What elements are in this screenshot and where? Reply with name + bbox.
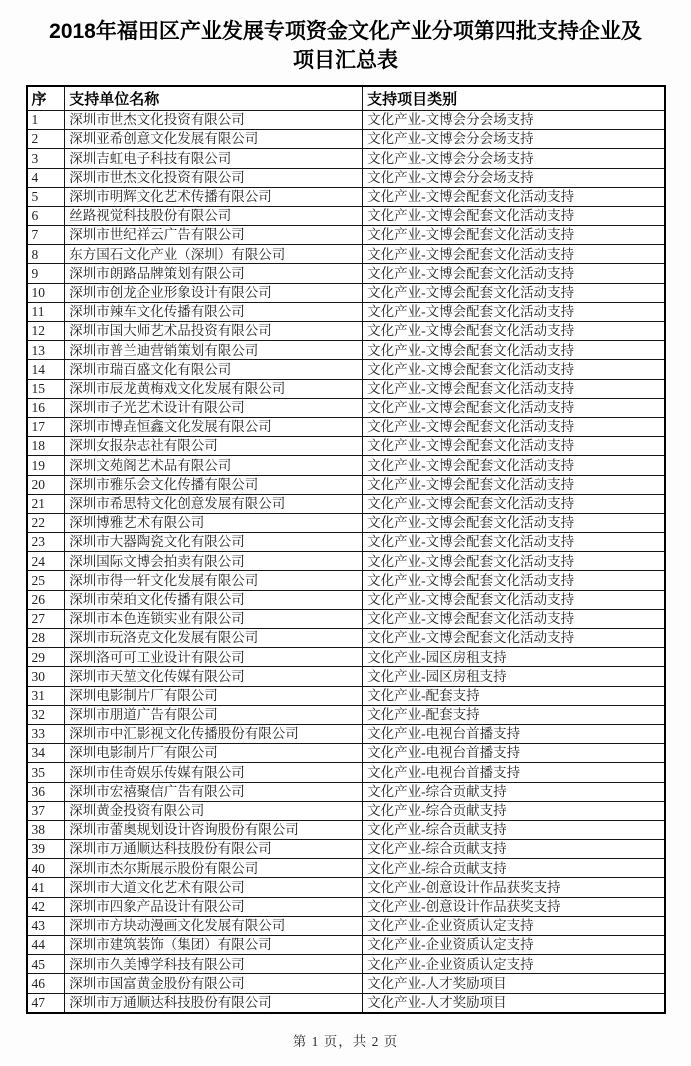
cell-company: 深圳黄金投资有限公司 xyxy=(65,801,363,820)
cell-category: 文化产业-电视台首播支持 xyxy=(363,744,665,763)
table-row xyxy=(27,302,665,321)
table-row xyxy=(27,629,665,648)
cell-index: 8 xyxy=(27,245,65,264)
cell-company: 深圳市国大师艺术品投资有限公司 xyxy=(65,322,363,341)
cell-company: 深圳市世纪祥云广告有限公司 xyxy=(65,226,363,245)
cell-category: 文化产业-创意设计作品获奖支持 xyxy=(363,897,665,916)
cell-category: 文化产业-文博会配套文化活动支持 xyxy=(363,245,665,264)
col-header-index: 序 xyxy=(27,86,65,111)
cell-category: 文化产业-文博会配套文化活动支持 xyxy=(363,571,665,590)
cell-company: 深圳国际文博会拍卖有限公司 xyxy=(65,552,363,571)
cell-category: 文化产业-文博会配套文化活动支持 xyxy=(363,533,665,552)
cell-category: 文化产业-综合贡献支持 xyxy=(363,820,665,839)
table-row xyxy=(27,533,665,552)
cell-company: 深圳市明辉文化艺术传播有限公司 xyxy=(65,187,363,206)
cell-index: 37 xyxy=(27,801,65,820)
cell-index: 13 xyxy=(27,341,65,360)
table-row xyxy=(27,187,665,206)
cell-index: 44 xyxy=(27,936,65,955)
cell-company: 深圳市国富黄金股份有限公司 xyxy=(65,974,363,993)
table-row xyxy=(27,379,665,398)
cell-category: 文化产业-配套支持 xyxy=(363,686,665,705)
table-row xyxy=(27,648,665,667)
cell-category: 文化产业-企业资质认定支持 xyxy=(363,916,665,935)
table-row xyxy=(27,283,665,302)
cell-category: 文化产业-人才奖励项目 xyxy=(363,993,665,1013)
table-row xyxy=(27,916,665,935)
table-row xyxy=(27,168,665,187)
table-row xyxy=(27,897,665,916)
cell-index: 3 xyxy=(27,149,65,168)
table-header xyxy=(27,86,665,111)
cell-category: 文化产业-文博会配套文化活动支持 xyxy=(363,187,665,206)
cell-company: 深圳洛可可工业设计有限公司 xyxy=(65,648,363,667)
table-header-row xyxy=(27,86,665,111)
cell-category: 文化产业-文博会配套文化活动支持 xyxy=(363,437,665,456)
cell-company: 深圳市世杰文化投资有限公司 xyxy=(65,168,363,187)
cell-category: 文化产业-人才奖励项目 xyxy=(363,974,665,993)
cell-index: 2 xyxy=(27,130,65,149)
cell-index: 41 xyxy=(27,878,65,897)
table-row xyxy=(27,341,665,360)
col-header-company: 支持单位名称 xyxy=(65,86,363,111)
cell-category: 文化产业-文博会分会场支持 xyxy=(363,110,665,129)
table-row xyxy=(27,494,665,513)
cell-company: 深圳市宏禧聚信广告有限公司 xyxy=(65,782,363,801)
cell-company: 深圳市蕾奥规划设计咨询股份有限公司 xyxy=(65,820,363,839)
document-title: 2018年福田区产业发展专项资金文化产业分项第四批支持企业及项目汇总表 xyxy=(49,20,642,72)
cell-company: 深圳市子光艺术设计有限公司 xyxy=(65,398,363,417)
table-row xyxy=(27,245,665,264)
table-row xyxy=(27,724,665,743)
cell-company: 深圳市四象产品设计有限公司 xyxy=(65,897,363,916)
cell-index: 46 xyxy=(27,974,65,993)
cell-index: 19 xyxy=(27,456,65,475)
table-row xyxy=(27,571,665,590)
table-row xyxy=(27,686,665,705)
table-row xyxy=(27,322,665,341)
cell-index: 27 xyxy=(27,609,65,628)
table-row xyxy=(27,552,665,571)
cell-category: 文化产业-综合贡献支持 xyxy=(363,859,665,878)
summary-table xyxy=(26,85,666,1014)
table-row xyxy=(27,475,665,494)
cell-category: 文化产业-文博会配套文化活动支持 xyxy=(363,456,665,475)
table-row xyxy=(27,417,665,436)
cell-index: 5 xyxy=(27,187,65,206)
cell-index: 11 xyxy=(27,302,65,321)
table-row xyxy=(27,264,665,283)
cell-index: 7 xyxy=(27,226,65,245)
cell-company: 深圳市万通顺达科技股份有限公司 xyxy=(65,840,363,859)
cell-company: 深圳市天堃文化传媒有限公司 xyxy=(65,667,363,686)
cell-category: 文化产业-文博会配套文化活动支持 xyxy=(363,398,665,417)
cell-company: 深圳市创龙企业形象设计有限公司 xyxy=(65,283,363,302)
cell-company: 深圳市建筑装饰（集团）有限公司 xyxy=(65,936,363,955)
cell-index: 9 xyxy=(27,264,65,283)
cell-index: 42 xyxy=(27,897,65,916)
page-number: 第 1 页，共 2 页 xyxy=(292,1033,399,1049)
cell-category: 文化产业-文博会配套文化活动支持 xyxy=(363,283,665,302)
cell-company: 深圳市朗路品牌策划有限公司 xyxy=(65,264,363,283)
cell-category: 文化产业-企业资质认定支持 xyxy=(363,955,665,974)
cell-index: 45 xyxy=(27,955,65,974)
table-body xyxy=(27,110,665,1012)
cell-index: 43 xyxy=(27,916,65,935)
cell-index: 38 xyxy=(27,820,65,839)
cell-index: 36 xyxy=(27,782,65,801)
cell-company: 深圳市玩洛克文化发展有限公司 xyxy=(65,629,363,648)
cell-index: 20 xyxy=(27,475,65,494)
table-row xyxy=(27,801,665,820)
cell-index: 29 xyxy=(27,648,65,667)
cell-index: 26 xyxy=(27,590,65,609)
cell-company: 深圳市辰龙黄梅戏文化发展有限公司 xyxy=(65,379,363,398)
table-row xyxy=(27,130,665,149)
cell-index: 33 xyxy=(27,724,65,743)
cell-category: 文化产业-创意设计作品获奖支持 xyxy=(363,878,665,897)
cell-category: 文化产业-文博会配套文化活动支持 xyxy=(363,206,665,225)
cell-category: 文化产业-文博会配套文化活动支持 xyxy=(363,552,665,571)
cell-company: 深圳市久美博学科技有限公司 xyxy=(65,955,363,974)
col-header-category: 支持项目类别 xyxy=(363,86,665,111)
table-row xyxy=(27,456,665,475)
cell-company: 深圳市普兰迪营销策划有限公司 xyxy=(65,341,363,360)
cell-category: 文化产业-文博会配套文化活动支持 xyxy=(363,360,665,379)
cell-index: 22 xyxy=(27,513,65,532)
cell-index: 21 xyxy=(27,494,65,513)
cell-index: 23 xyxy=(27,533,65,552)
cell-category: 文化产业-园区房租支持 xyxy=(363,648,665,667)
cell-company: 深圳市辣车文化传播有限公司 xyxy=(65,302,363,321)
table-row xyxy=(27,667,665,686)
cell-category: 文化产业-文博会配套文化活动支持 xyxy=(363,302,665,321)
cell-index: 40 xyxy=(27,859,65,878)
cell-company: 深圳市荣珀文化传播有限公司 xyxy=(65,590,363,609)
cell-index: 14 xyxy=(27,360,65,379)
cell-index: 12 xyxy=(27,322,65,341)
cell-index: 34 xyxy=(27,744,65,763)
cell-company: 深圳市希思特文化创意发展有限公司 xyxy=(65,494,363,513)
cell-company: 深圳亚希创意文化发展有限公司 xyxy=(65,130,363,149)
cell-company: 深圳市大器陶瓷文化有限公司 xyxy=(65,533,363,552)
table-row xyxy=(27,763,665,782)
cell-category: 文化产业-文博会配套文化活动支持 xyxy=(363,417,665,436)
cell-category: 文化产业-综合贡献支持 xyxy=(363,782,665,801)
cell-index: 28 xyxy=(27,629,65,648)
table-row xyxy=(27,705,665,724)
cell-category: 文化产业-文博会配套文化活动支持 xyxy=(363,494,665,513)
cell-company: 深圳市本色连锁实业有限公司 xyxy=(65,609,363,628)
cell-category: 文化产业-文博会分会场支持 xyxy=(363,130,665,149)
cell-index: 47 xyxy=(27,993,65,1013)
cell-company: 深圳市世杰文化投资有限公司 xyxy=(65,110,363,129)
table-row xyxy=(27,590,665,609)
cell-category: 文化产业-企业资质认定支持 xyxy=(363,936,665,955)
cell-company: 深圳女报杂志社有限公司 xyxy=(65,437,363,456)
table-row xyxy=(27,840,665,859)
cell-category: 文化产业-文博会配套文化活动支持 xyxy=(363,264,665,283)
table-row xyxy=(27,936,665,955)
cell-index: 32 xyxy=(27,705,65,724)
cell-index: 6 xyxy=(27,206,65,225)
cell-category: 文化产业-文博会配套文化活动支持 xyxy=(363,226,665,245)
cell-category: 文化产业-电视台首播支持 xyxy=(363,724,665,743)
cell-company: 深圳博雅艺术有限公司 xyxy=(65,513,363,532)
cell-company: 深圳文苑阁艺术品有限公司 xyxy=(65,456,363,475)
cell-company: 深圳市中汇影视文化传播股份有限公司 xyxy=(65,724,363,743)
table-row xyxy=(27,360,665,379)
cell-company: 深圳吉虹电子科技有限公司 xyxy=(65,149,363,168)
cell-category: 文化产业-文博会配套文化活动支持 xyxy=(363,513,665,532)
table-row xyxy=(27,782,665,801)
cell-index: 24 xyxy=(27,552,65,571)
cell-index: 17 xyxy=(27,417,65,436)
cell-index: 10 xyxy=(27,283,65,302)
cell-company: 东方国石文化产业（深圳）有限公司 xyxy=(65,245,363,264)
table-row xyxy=(27,110,665,129)
cell-index: 35 xyxy=(27,763,65,782)
table-row xyxy=(27,609,665,628)
cell-category: 文化产业-文博会配套文化活动支持 xyxy=(363,609,665,628)
table-row xyxy=(27,437,665,456)
cell-company: 深圳市方块动漫画文化发展有限公司 xyxy=(65,916,363,935)
cell-company: 深圳电影制片厂有限公司 xyxy=(65,686,363,705)
cell-category: 文化产业-配套支持 xyxy=(363,705,665,724)
cell-category: 文化产业-综合贡献支持 xyxy=(363,801,665,820)
cell-category: 文化产业-文博会配套文化活动支持 xyxy=(363,629,665,648)
table-row xyxy=(27,878,665,897)
cell-company: 深圳市朋道广告有限公司 xyxy=(65,705,363,724)
cell-index: 39 xyxy=(27,840,65,859)
table-row xyxy=(27,398,665,417)
cell-category: 文化产业-文博会分会场支持 xyxy=(363,168,665,187)
table-row xyxy=(27,744,665,763)
cell-company: 深圳市雅乐会文化传播有限公司 xyxy=(65,475,363,494)
table-row xyxy=(27,955,665,974)
table-row xyxy=(27,226,665,245)
cell-company: 丝路视觉科技股份有限公司 xyxy=(65,206,363,225)
cell-index: 18 xyxy=(27,437,65,456)
cell-company: 深圳市瑞百盛文化有限公司 xyxy=(65,360,363,379)
cell-category: 文化产业-综合贡献支持 xyxy=(363,840,665,859)
table-row xyxy=(27,206,665,225)
cell-index: 1 xyxy=(27,110,65,129)
cell-category: 文化产业-文博会配套文化活动支持 xyxy=(363,341,665,360)
cell-index: 30 xyxy=(27,667,65,686)
cell-company: 深圳市佳奇娱乐传媒有限公司 xyxy=(65,763,363,782)
cell-category: 文化产业-文博会分会场支持 xyxy=(363,149,665,168)
cell-category: 文化产业-园区房租支持 xyxy=(363,667,665,686)
cell-index: 4 xyxy=(27,168,65,187)
table-row xyxy=(27,513,665,532)
cell-category: 文化产业-电视台首播支持 xyxy=(363,763,665,782)
cell-company: 深圳市万通顺达科技股份有限公司 xyxy=(65,993,363,1013)
table-row xyxy=(27,820,665,839)
table-row xyxy=(27,974,665,993)
cell-company: 深圳市博垚恒鑫文化发展有限公司 xyxy=(65,417,363,436)
cell-company: 深圳电影制片厂有限公司 xyxy=(65,744,363,763)
cell-index: 16 xyxy=(27,398,65,417)
cell-company: 深圳市得一轩文化发展有限公司 xyxy=(65,571,363,590)
cell-category: 文化产业-文博会配套文化活动支持 xyxy=(363,590,665,609)
cell-index: 25 xyxy=(27,571,65,590)
table-row xyxy=(27,993,665,1013)
cell-category: 文化产业-文博会配套文化活动支持 xyxy=(363,475,665,494)
cell-company: 深圳市大道文化艺术有限公司 xyxy=(65,878,363,897)
table-row xyxy=(27,149,665,168)
cell-category: 文化产业-文博会配套文化活动支持 xyxy=(363,322,665,341)
cell-category: 文化产业-文博会配套文化活动支持 xyxy=(363,379,665,398)
cell-index: 31 xyxy=(27,686,65,705)
cell-company: 深圳市杰尔斯展示股份有限公司 xyxy=(65,859,363,878)
cell-index: 15 xyxy=(27,379,65,398)
table-row xyxy=(27,859,665,878)
